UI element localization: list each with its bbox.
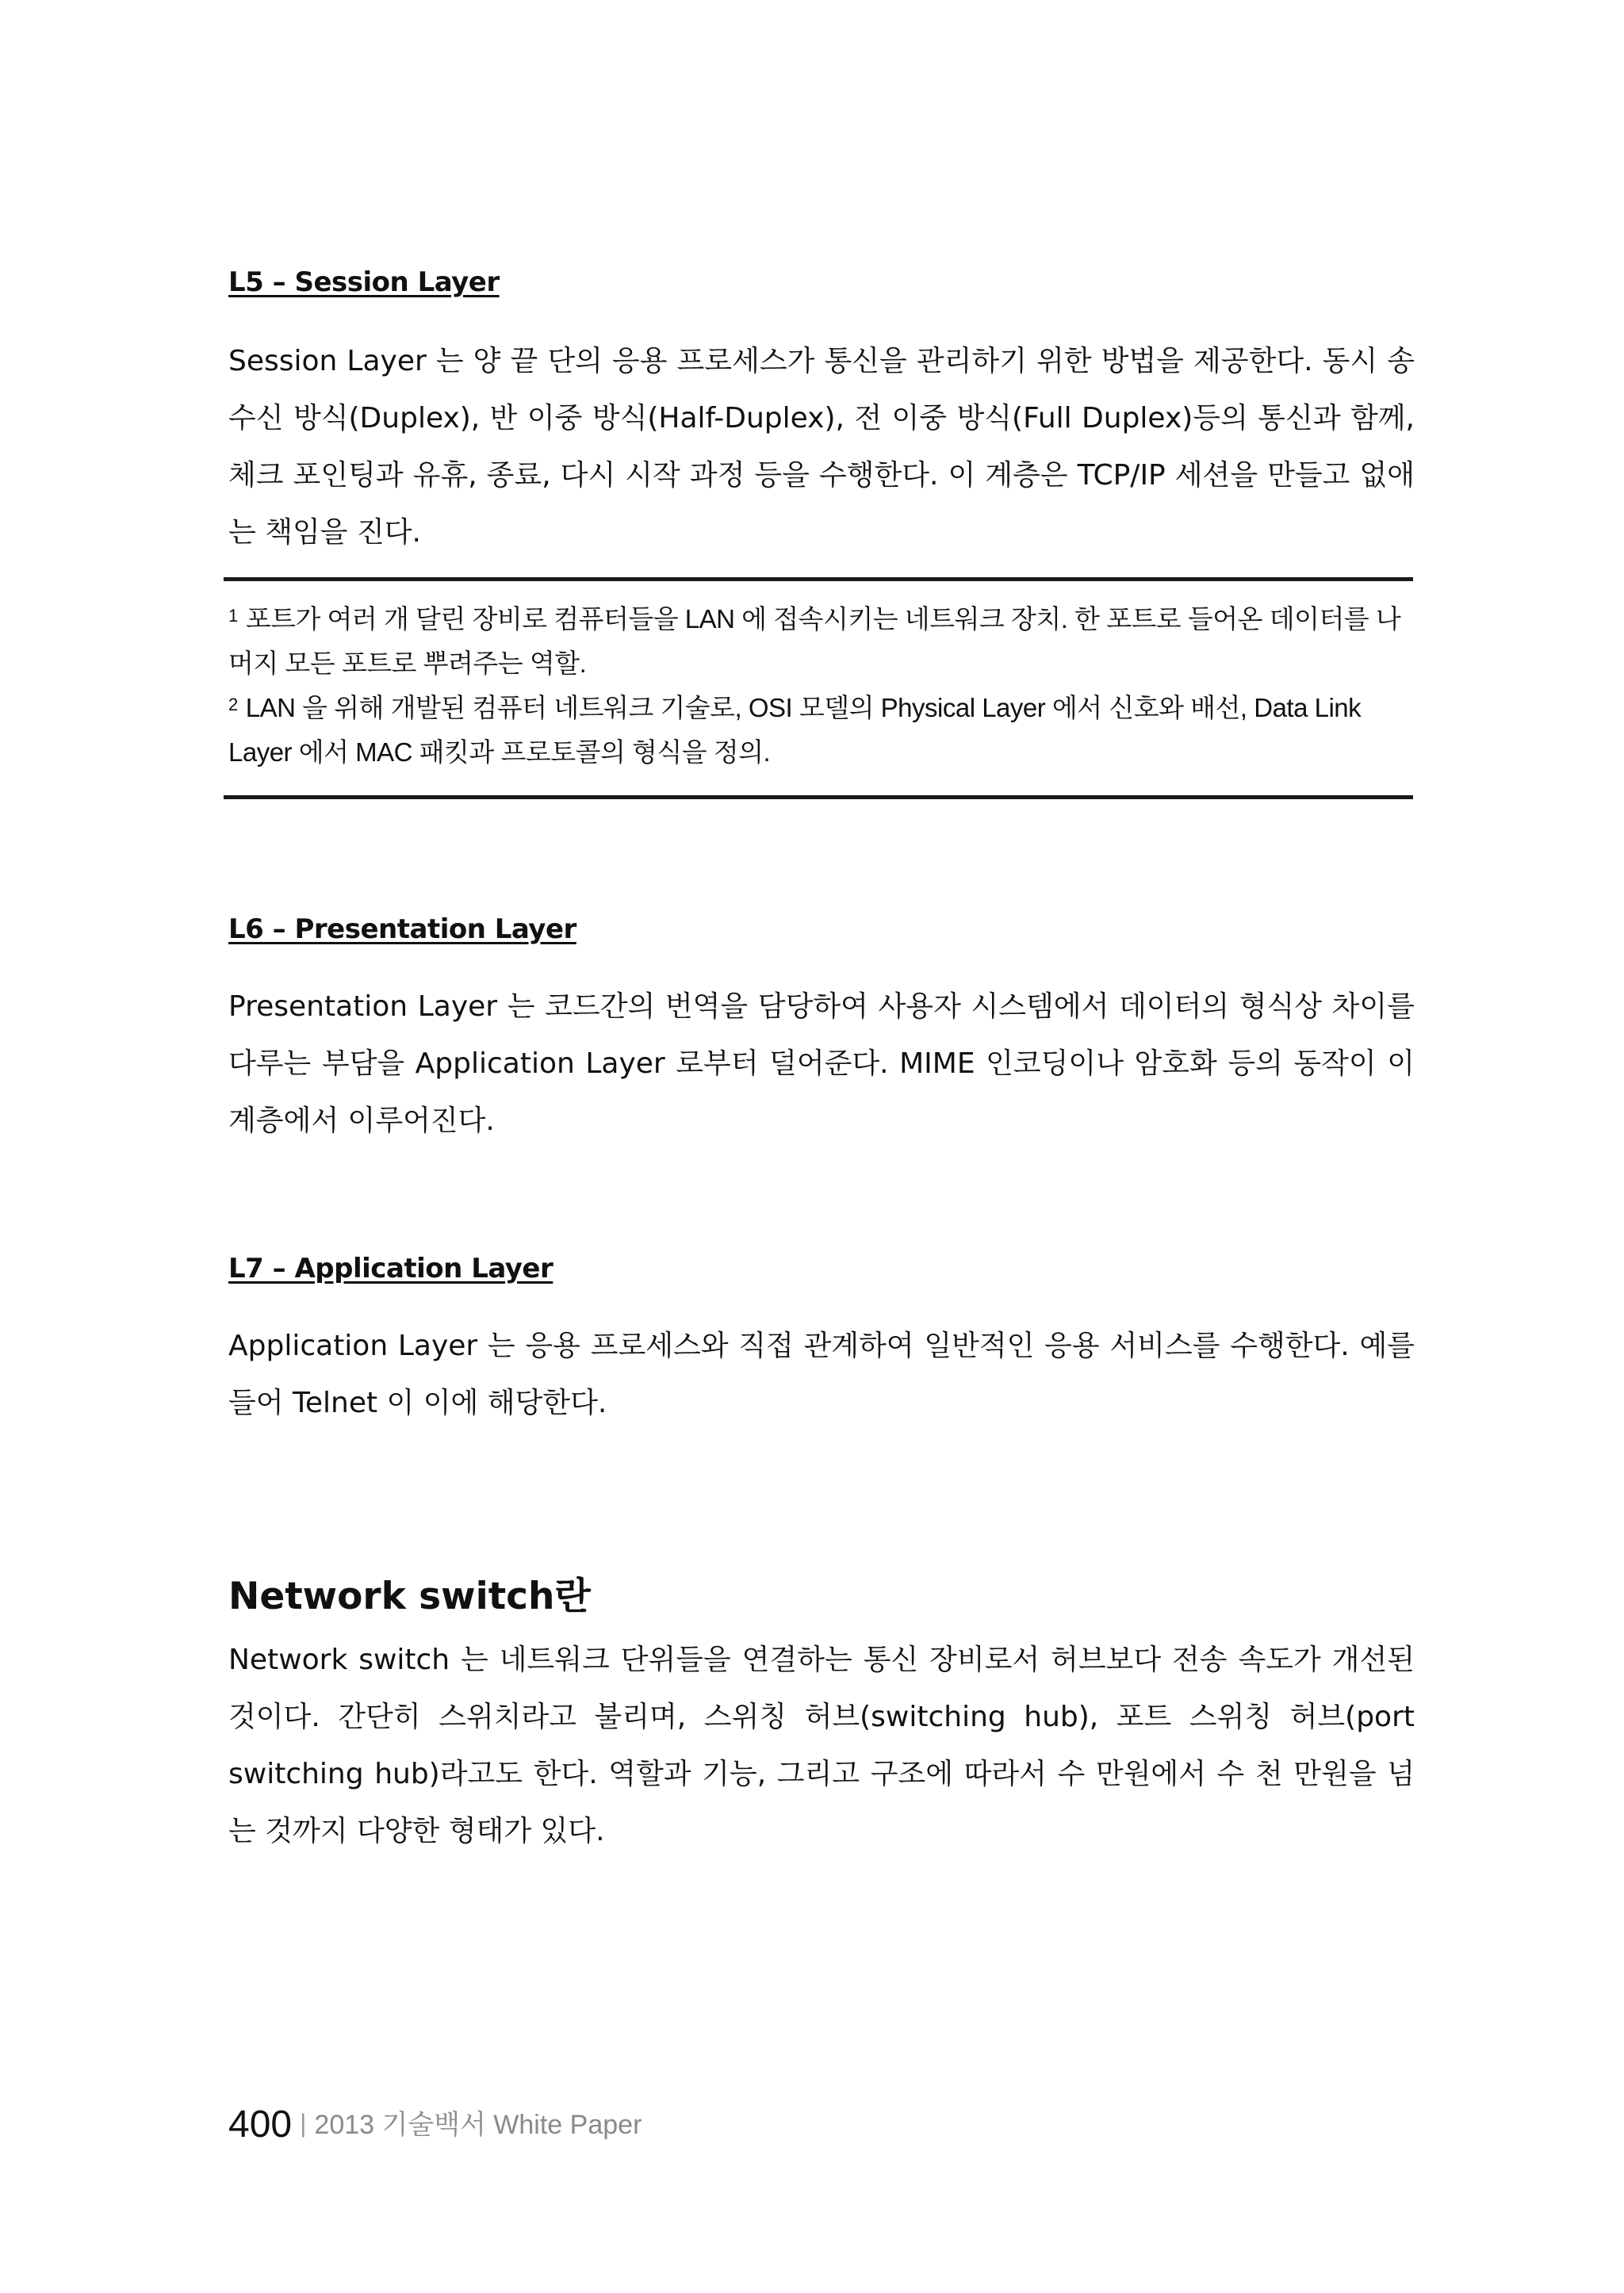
network-switch-paragraph: Network switch 는 네트워크 단위들을 연결하는 통신 장비로서 허브보다 전송 속도가 개선된 것이다. 간단히 스위치라고 불리며, 스위칭 허브(switching hub), 포트 스위칭 허브(port switching hub)라고도 한다. 역할과 기능, 그리고 구조에 따라서 수 만원에서 수 천 만원을 넘는 것까지 다양한 형태가 있다. xyxy=(228,1644,1415,1847)
footnote-box xyxy=(224,577,1413,799)
footnote-2-number: 2 xyxy=(228,695,238,714)
l5-heading: L5 – Session Layer xyxy=(228,266,500,298)
network-switch-heading: Network switch란 xyxy=(228,1575,591,1618)
l6-paragraph: Presentation Layer 는 코드간의 번역을 담당하여 사용자 시스템에서 데이터의 형식상 차이를 다루는 부담을 Application Layer 로부터 덜어준다. MIME 인코딩이나 암호화 등의 동작이 이 계층에서 이루어진다. xyxy=(228,990,1415,1137)
footnote-2 xyxy=(228,686,1413,775)
l6-heading: L6 – Presentation Layer xyxy=(228,913,576,945)
l7-paragraph: Application Layer 는 응용 프로세스와 직접 관계하여 일반적인 응용 서비스를 수행한다. 예를 들어 Telnet 이 이에 해당한다. xyxy=(228,1330,1415,1419)
footnote-2-text: LAN 을 위해 개발된 컴퓨터 네트워크 기술로, OSI 모델의 Physical Layer 에서 신호와 배선, Data Link Layer 에서 MAC 패킷과 프로토콜의 형식을 정의. xyxy=(228,693,1362,767)
footnote-1 xyxy=(228,597,1413,686)
page-number: 400 xyxy=(228,2104,293,2146)
l5-paragraph: Session Layer 는 양 끝 단의 응용 프로세스가 통신을 관리하기 위한 방법을 제공한다. 동시 송수신 방식(Duplex), 반 이중 방식(Half-Duplex), 전 이중 방식(Full Duplex)등의 통신과 함께, 체크 포인팅과 유휴, 종료, 다시 시작 과정 등을 수행한다. 이 계층은 TCP/IP 세션을 만들고 없애는 책임을 진다. xyxy=(228,345,1415,549)
footnote-1-number: 1 xyxy=(228,606,238,626)
l7-heading: L7 – Application Layer xyxy=(228,1253,553,1284)
footer-divider: | xyxy=(300,2109,307,2138)
footnote-1-text: 포트가 여러 개 달린 장비로 컴퓨터들을 LAN 에 접속시키는 네트워크 장치. 한 포트로 들어온 데이터를 나머지 모든 포트로 뿌려주는 역할. xyxy=(228,604,1401,678)
page-footer xyxy=(228,2103,642,2146)
footer-title: 2013 기술백서 White Paper xyxy=(314,2110,642,2140)
